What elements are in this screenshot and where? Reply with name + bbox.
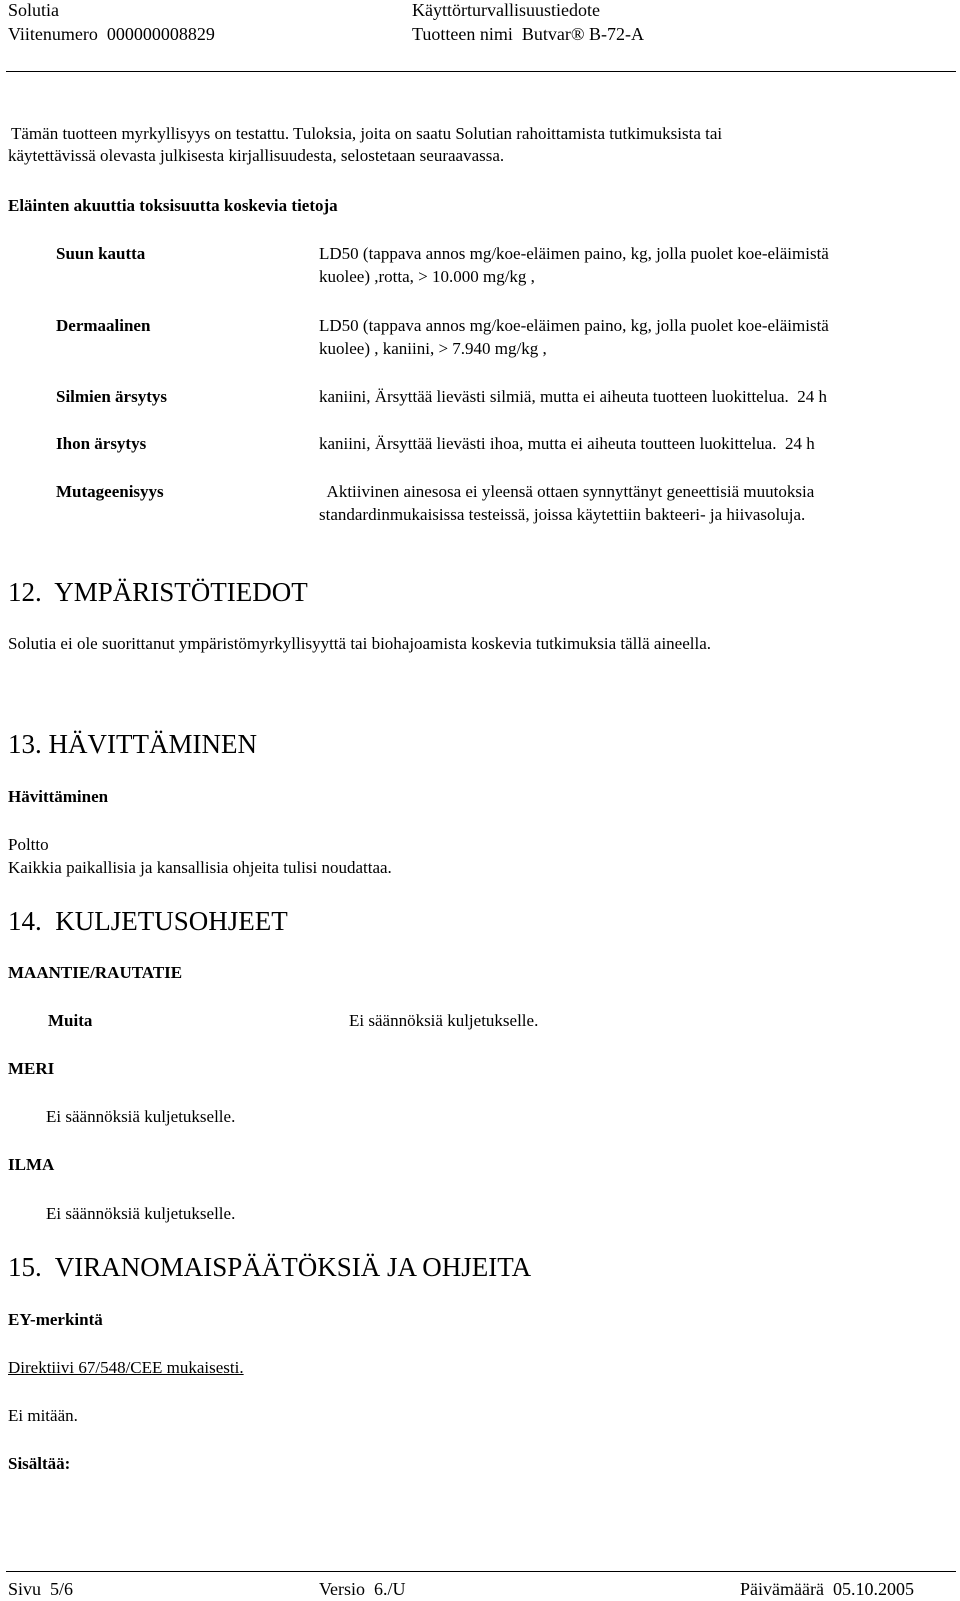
- eye-irritation-label: Silmien ärsytys: [56, 387, 167, 406]
- oral-label: Suun kautta: [56, 244, 146, 263]
- ec-label-heading: EY-merkintä: [8, 1310, 103, 1329]
- section-13-title: 13. HÄVITTÄMINEN: [8, 729, 257, 759]
- document-date: Päivämäärä 05.10.2005: [740, 1579, 914, 1599]
- contains-label: Sisältää:: [8, 1454, 71, 1473]
- oral-value-line-2: kuolee) ,rotta, > 10.000 mg/kg ,: [319, 267, 535, 286]
- company-name: Solutia: [8, 0, 60, 20]
- document-type: Käyttörturvallisuustiedote: [412, 0, 600, 20]
- version-number: Versio 6./U: [319, 1579, 406, 1599]
- reference-value: 000000008829: [106, 24, 215, 44]
- air-value: Ei säännöksiä kuljetukselle.: [46, 1204, 236, 1223]
- oral-value-line-1: LD50 (tappava annos mg/koe-eläimen paino, kg, jolla puolet koe-eläimistä: [319, 244, 829, 263]
- eye-irritation-value: kaniini, Ärsyttää lievästi silmiä, mutta ei aiheuta tuotteen luokittelua. 24 h: [319, 387, 827, 406]
- product-label: Tuotteen nimi: [412, 24, 513, 44]
- disposal-method: Poltto: [8, 835, 49, 854]
- mutagenicity-label: Mutageenisyys: [56, 482, 164, 501]
- road-other-label: Muita: [48, 1011, 93, 1030]
- dermal-value-line-1: LD50 (tappava annos mg/koe-eläimen paino, kg, jolla puolet koe-eläimistä: [319, 316, 829, 335]
- air-heading: ILMA: [8, 1155, 55, 1174]
- section-12-text: Solutia ei ole suorittanut ympäristömyrkyllisyyttä tai biohajoamista koskevia tutkimuksia tällä aineella.: [8, 634, 712, 653]
- footer-divider: [6, 1571, 956, 1572]
- none-text: Ei mitään.: [8, 1406, 78, 1425]
- page-number: Sivu 5/6: [8, 1579, 74, 1599]
- section-15-title: 15. VIRANOMAISPÄÄTÖKSIÄ JA OHJEITA: [8, 1252, 532, 1282]
- sea-heading: MERI: [8, 1059, 55, 1078]
- acute-toxicity-heading: Eläinten akuuttia toksisuutta koskevia tietoja: [8, 196, 338, 215]
- header-divider: [6, 71, 956, 72]
- skin-irritation-value: kaniini, Ärsyttää lievästi ihoa, mutta ei aiheuta toutteen luokittelua. 24 h: [319, 434, 815, 453]
- product-name: [412, 24, 644, 46]
- intro-line-2: käytettävissä olevasta julkisesta kirjallisuudesta, selostetaan seuraavassa.: [8, 146, 505, 165]
- dermal-value-line-2: kuolee) , kaniini, > 7.940 mg/kg ,: [319, 339, 547, 358]
- section-12-title: 12. YMPÄRISTÖTIEDOT: [8, 577, 308, 607]
- skin-irritation-label: Ihon ärsytys: [56, 434, 147, 453]
- mutagenicity-value-line-1: Aktiivinen ainesosa ei yleensä ottaen synnyttänyt geneettisiä muutoksia: [319, 482, 815, 501]
- sea-value: Ei säännöksiä kuljetukselle.: [46, 1107, 236, 1126]
- reference-number: [8, 24, 215, 46]
- reference-label: Viitenumero: [8, 24, 98, 44]
- section-14-title: 14. KULJETUSOHJEET: [8, 906, 288, 936]
- road-other-value: Ei säännöksiä kuljetukselle.: [349, 1011, 539, 1030]
- disposal-instruction: Kaikkia paikallisia ja kansallisia ohjeita tulisi noudattaa.: [8, 858, 392, 877]
- dermal-label: Dermaalinen: [56, 316, 151, 335]
- road-rail-heading: MAANTIE/RAUTATIE: [8, 963, 183, 982]
- directive-text: Direktiivi 67/548/CEE mukaisesti.: [8, 1358, 244, 1377]
- mutagenicity-value-line-2: standardinmukaisissa testeissä, joissa käytettiin bakteeri- ja hiivasoluja.: [319, 505, 806, 524]
- intro-line-1: Tämän tuotteen myrkyllisyys on testattu. Tuloksia, joita on saatu Solutian rahoittamista tutkimuksista tai: [11, 124, 723, 143]
- product-value: Butvar® B-72-A: [521, 24, 645, 44]
- disposal-heading: Hävittäminen: [8, 787, 109, 806]
